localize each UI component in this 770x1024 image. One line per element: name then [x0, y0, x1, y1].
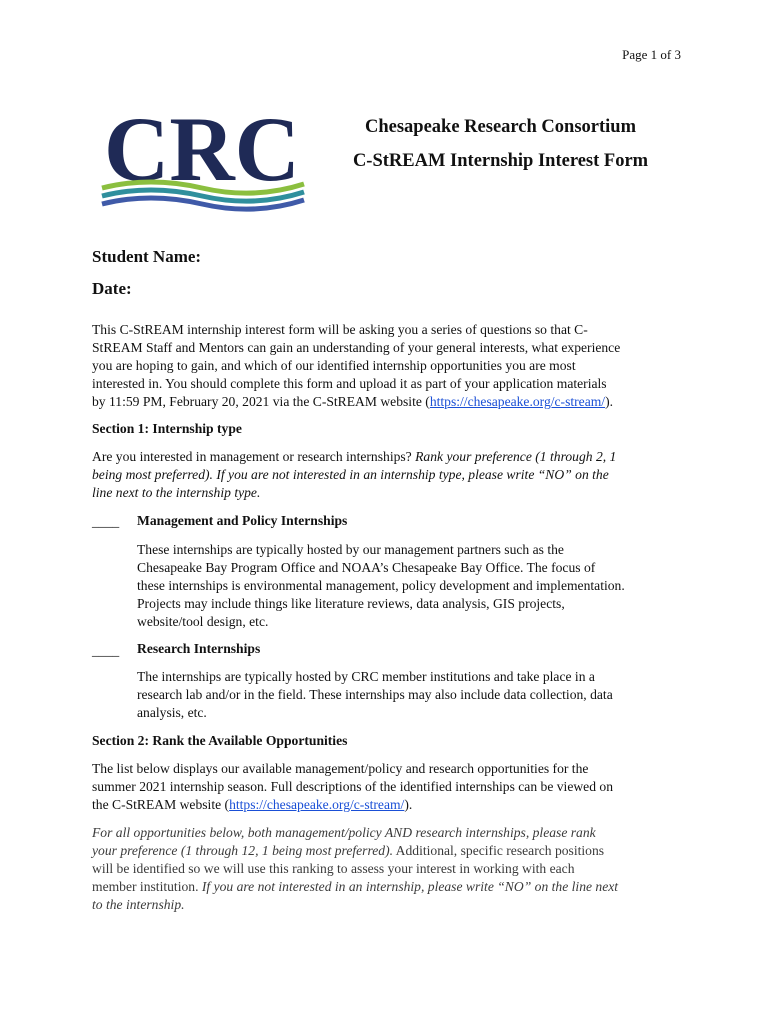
intro-line: by 11:59 PM, February 20, 2021 via the C-StREAM website (https://chesapeake.org/c-stream/). — [92, 394, 614, 409]
management-rank-blank[interactable]: ____ — [92, 514, 120, 529]
intro-line: you are hoping to gain, and which of our identified internship opportunities you are most — [92, 358, 576, 373]
student-name-label: Student Name: — [92, 247, 202, 266]
management-internships-title: Management and Policy Internships — [137, 513, 348, 528]
intro-line: This C-StREAM internship interest form will be asking you a series of questions so that C- — [92, 322, 588, 337]
intro-line: interested in. You should complete this form and upload it as part of your application materials — [92, 376, 607, 391]
section1-intro: Are you interested in management or research internships? Rank your preference (1 through 2, 1 being most preferred). If you are not interested in an internship type, please write “NO” on the line next to the internship type. — [92, 449, 617, 500]
section2-note: For all opportunities below, both management/policy AND research internships, please rank your preference (1 through 12, 1 being most preferred). Additional, specific research positions will be identified so we will use this ranking to assess your interest in working with each member institution. If you are not interested in an internship, please write “NO” on the line next to the internship. — [92, 825, 619, 912]
c-stream-link-2[interactable]: https://chesapeake.org/c-stream/ — [229, 797, 405, 812]
research-internships-title: Research Internships — [137, 641, 261, 656]
date-label: Date: — [92, 279, 132, 298]
research-rank-blank[interactable]: ____ — [92, 643, 120, 658]
section2-heading: Section 2: Rank the Available Opportunities — [92, 733, 348, 748]
intro-line: StREAM Staff and Mentors can gain an understanding of your general interests, what experience — [92, 340, 621, 355]
c-stream-link[interactable]: https://chesapeake.org/c-stream/ — [429, 394, 606, 409]
logo-text: CRC — [104, 104, 300, 200]
crc-logo — [100, 104, 305, 214]
section2-paragraph: The list below displays our available management/policy and research opportunities for the summer 2021 internship season. Full descriptions of the identified internships can be viewed on the C-StREAM website (https://chesapeake.org/c-stream/). — [92, 761, 613, 812]
management-description: These internships are typically hosted by our management partners such as the Chesapeake Bay Program Office and NOAA’s Chesapeake Bay Office. The focus of these internships is environmental management, policy development and implementation. Projects may include things like literature reviews, data analysis, GIS projects, website/tool design, etc. — [137, 542, 625, 629]
intro-paragraph — [92, 321, 686, 411]
page-number: Page 1 of 3 — [622, 47, 681, 62]
form-title-line2: C-StREAM Internship Interest Form — [352, 151, 649, 171]
section1-heading: Section 1: Internship type — [92, 421, 242, 436]
form-title-line1: Chesapeake Research Consortium — [365, 117, 636, 137]
research-description: The internships are typically hosted by CRC member institutions and take place in a research lab and/or in the field. These internships may also include data collection, data analysis, etc. — [137, 669, 613, 720]
